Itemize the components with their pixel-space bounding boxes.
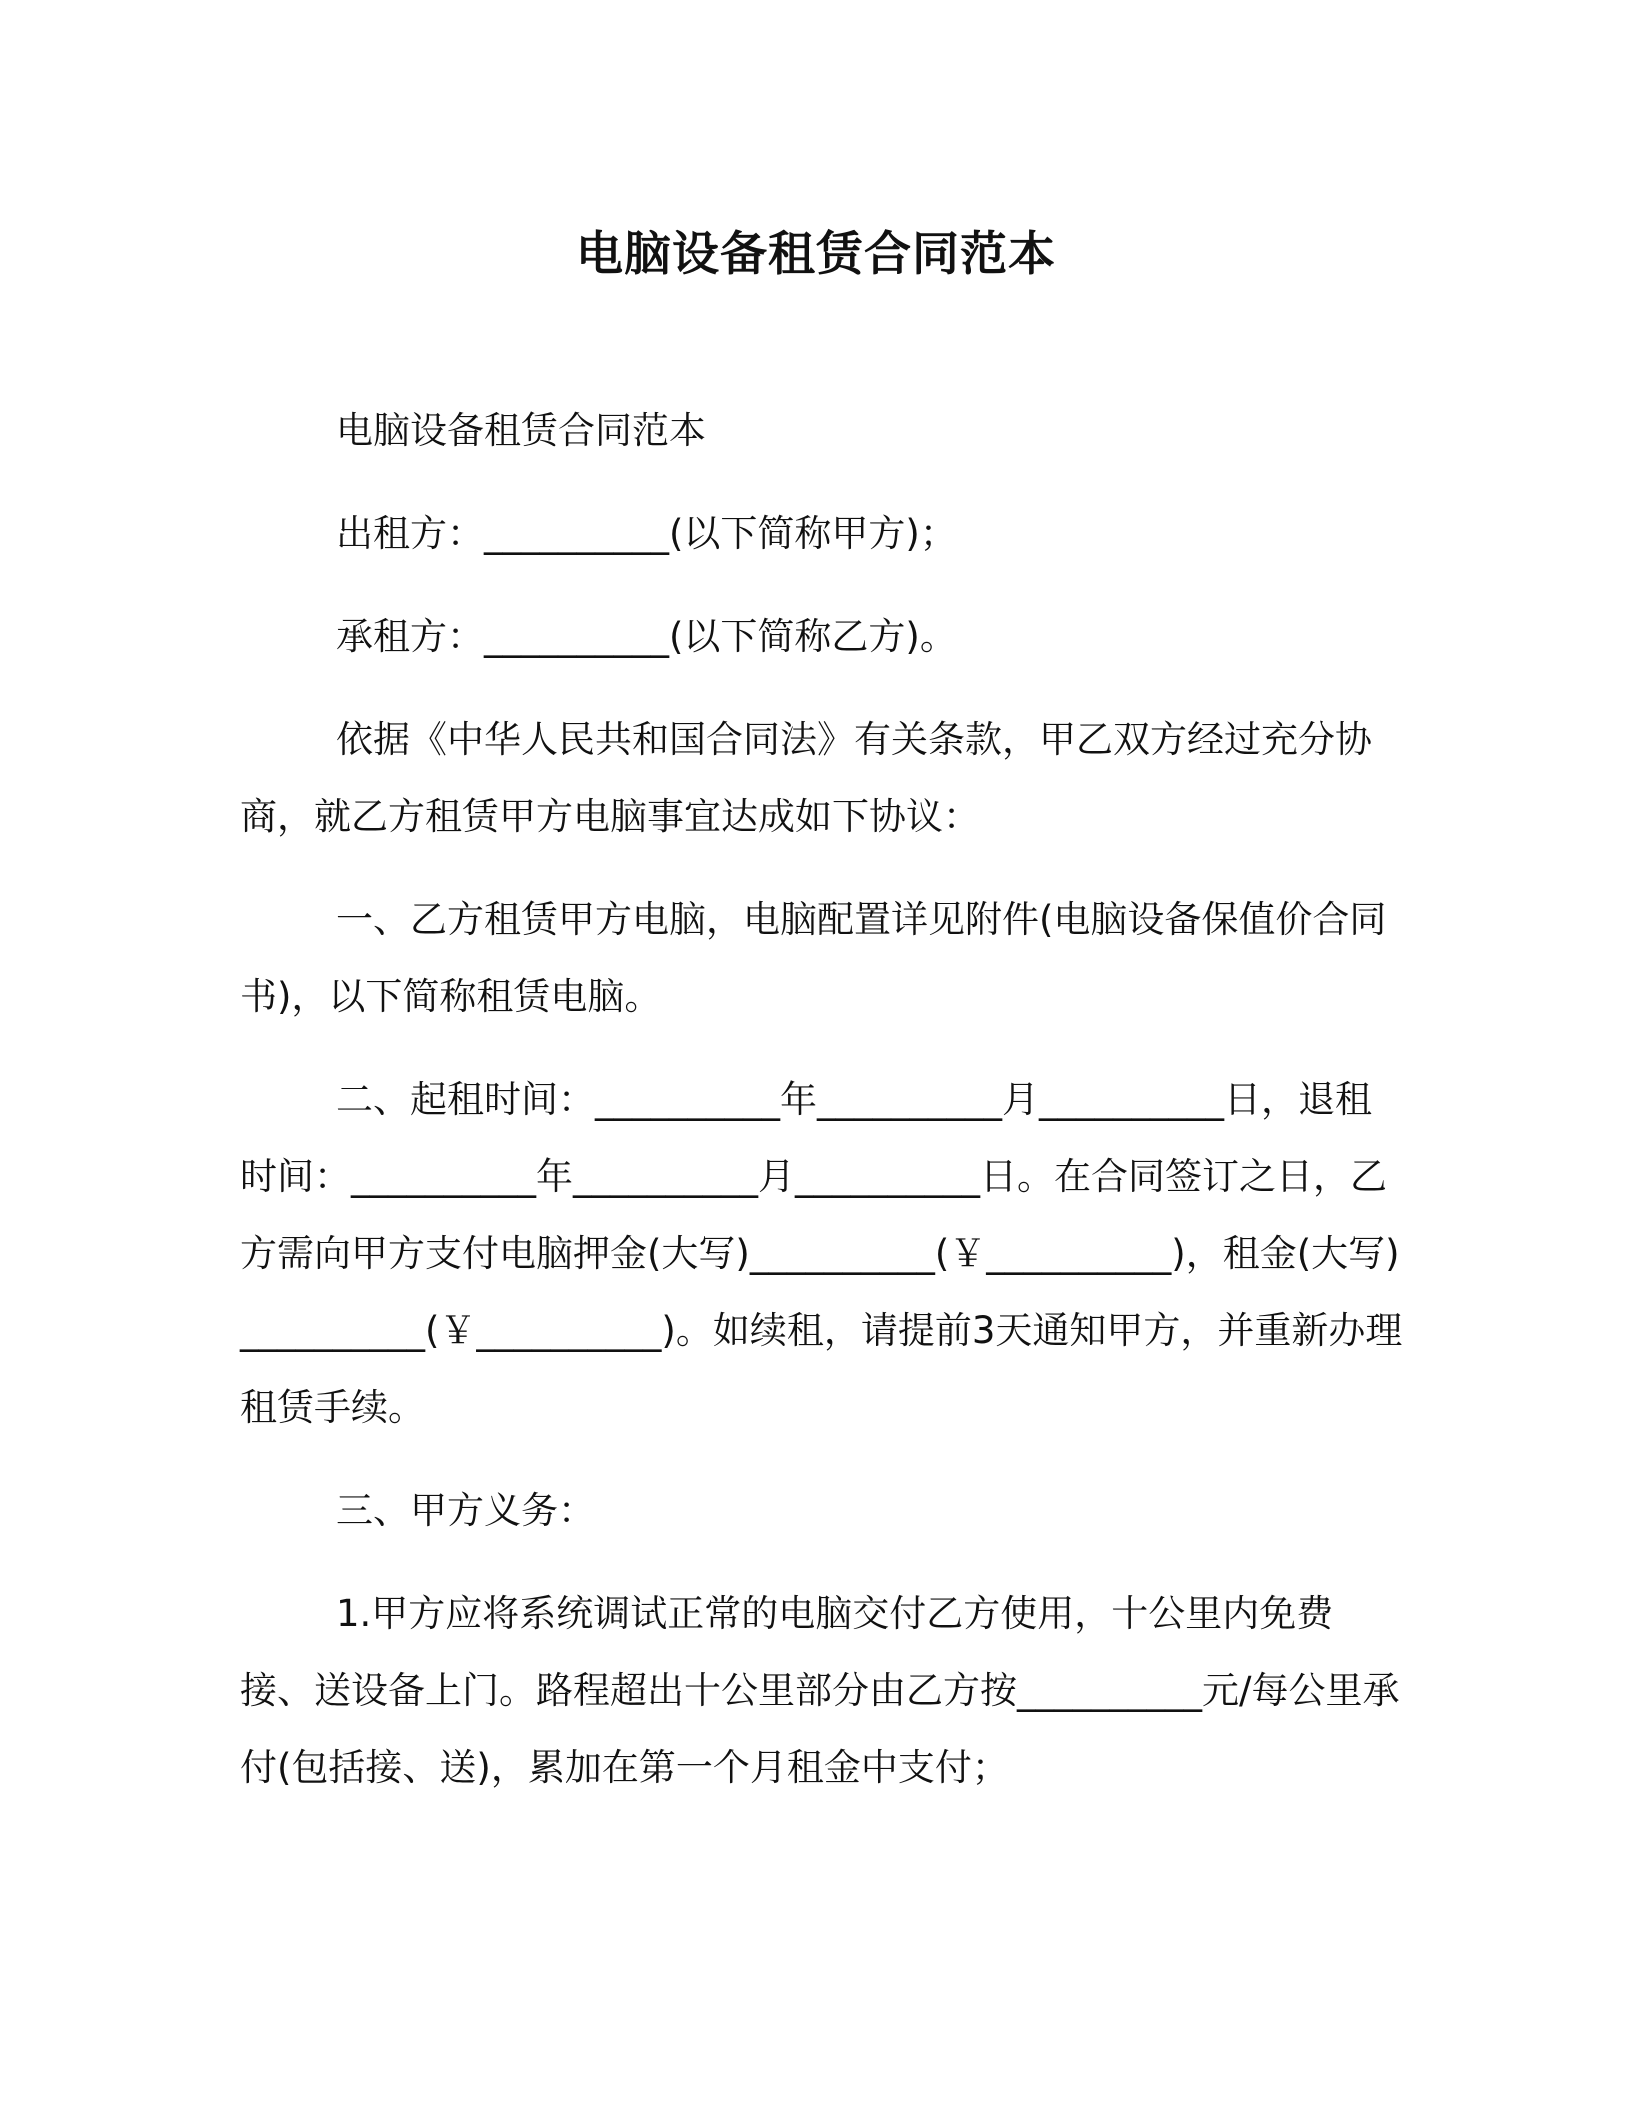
paragraph-heading: 电脑设备租赁合同范本 [336,409,706,452]
document-body [240,392,1405,1832]
paragraph-clause-1: 一、乙方租赁甲方电脑，电脑配置详见附件(电脑设备保值价合同书)，以下简称租赁电脑。 [240,898,1387,1018]
document-title: 电脑设备租赁合同范本 [576,227,1056,282]
paragraph-lessee: 承租方：__________(以下简称乙方)。 [336,615,957,658]
paragraph-lessor: 出租方：__________(以下简称甲方)； [336,512,957,555]
paragraph-clause-3-item-1: 1.甲方应将系统调试正常的电脑交付乙方使用，十公里内免费接、送设备上门。路程超出十公里部分由乙方按__________元/每公里承付(包括接、送)，累加在第一个月租金中支付； [240,1592,1400,1789]
paragraph-clause-3-heading: 三、甲方义务： [336,1489,595,1532]
paragraph-clause-2: 二、起租时间：__________年__________月__________日，退租时间：__________年__________月__________日。在合同签订之日，乙方需向甲方支付电脑押金(大写)__________(￥__________)，租金(大写)__________(￥__________)。如续租，请提前3天通知甲方，并重新办理租赁手续。 [240,1078,1403,1429]
paragraph-preamble: 依据《中华人民共和国合同法》有关条款，甲乙双方经过充分协商，就乙方租赁甲方电脑事宜达成如下协议： [240,718,1372,838]
